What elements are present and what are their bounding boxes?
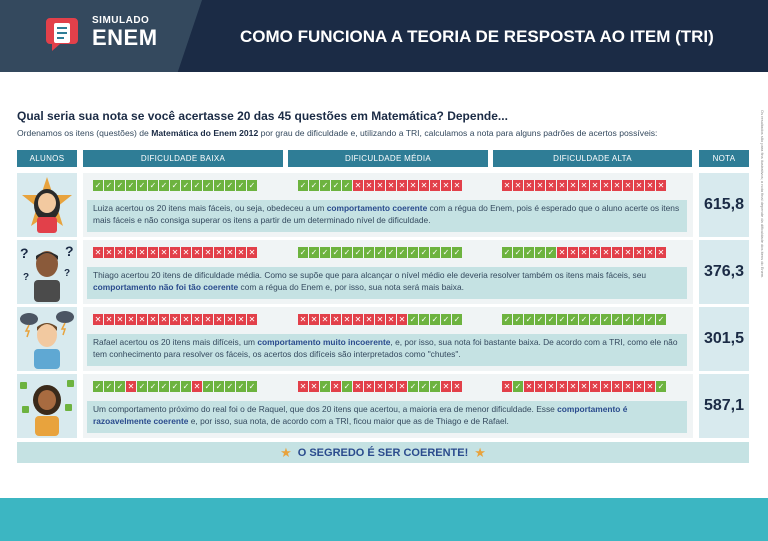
check-mark: ✓ bbox=[569, 315, 577, 324]
pattern-baixa bbox=[93, 314, 257, 326]
cross-mark: ✕ bbox=[420, 181, 428, 190]
cross-mark: ✕ bbox=[613, 181, 621, 190]
check-mark: ✓ bbox=[160, 181, 168, 190]
cross-mark: ✕ bbox=[321, 315, 329, 324]
cross-mark: ✕ bbox=[171, 315, 179, 324]
cross-mark: ✕ bbox=[116, 248, 124, 257]
cross-mark: ✕ bbox=[332, 382, 340, 391]
star-icon: ★ bbox=[474, 444, 486, 460]
cross-mark: ✕ bbox=[580, 382, 588, 391]
cross-mark: ✕ bbox=[431, 181, 439, 190]
desc-text-a: Rafael acertou os 20 itens mais difíceis, um bbox=[93, 337, 258, 347]
check-mark: ✓ bbox=[171, 181, 179, 190]
cross-mark: ✕ bbox=[376, 382, 384, 391]
pattern-media bbox=[298, 381, 462, 393]
cross-mark: ✕ bbox=[525, 382, 533, 391]
cross-mark: ✕ bbox=[365, 315, 373, 324]
cross-mark: ✕ bbox=[635, 382, 643, 391]
cross-mark: ✕ bbox=[569, 248, 577, 257]
brand-line2: ENEM bbox=[92, 25, 158, 50]
cross-mark: ✕ bbox=[226, 315, 234, 324]
cross-mark: ✕ bbox=[442, 181, 450, 190]
check-mark: ✓ bbox=[149, 382, 157, 391]
check-mark: ✓ bbox=[431, 248, 439, 257]
cross-mark: ✕ bbox=[299, 315, 307, 324]
cross-mark: ✕ bbox=[193, 248, 201, 257]
cross-mark: ✕ bbox=[602, 181, 610, 190]
desc-highlight: comportamento não foi tão coerente bbox=[93, 281, 239, 292]
cross-mark: ✕ bbox=[503, 382, 511, 391]
cross-mark: ✕ bbox=[365, 181, 373, 190]
check-mark: ✓ bbox=[215, 181, 223, 190]
cross-mark: ✕ bbox=[376, 181, 384, 190]
pattern-alta bbox=[502, 381, 666, 393]
student-description bbox=[87, 401, 687, 433]
check-mark: ✓ bbox=[409, 248, 417, 257]
cross-mark: ✕ bbox=[215, 315, 223, 324]
cross-mark: ✕ bbox=[365, 382, 373, 391]
check-mark: ✓ bbox=[248, 382, 256, 391]
brand-line1: SIMULADO bbox=[92, 15, 150, 26]
cross-mark: ✕ bbox=[558, 382, 566, 391]
girl-icon bbox=[17, 173, 77, 237]
check-mark: ✓ bbox=[365, 248, 373, 257]
check-mark: ✓ bbox=[94, 382, 102, 391]
check-mark: ✓ bbox=[310, 181, 318, 190]
cross-mark: ✕ bbox=[646, 181, 654, 190]
cross-mark: ✕ bbox=[387, 315, 395, 324]
check-mark: ✓ bbox=[525, 315, 533, 324]
check-mark: ✓ bbox=[420, 248, 428, 257]
cross-mark: ✕ bbox=[624, 382, 632, 391]
check-mark: ✓ bbox=[613, 315, 621, 324]
check-mark: ✓ bbox=[193, 181, 201, 190]
check-mark: ✓ bbox=[591, 315, 599, 324]
check-mark: ✓ bbox=[387, 248, 395, 257]
cross-mark: ✕ bbox=[354, 181, 362, 190]
check-mark: ✓ bbox=[453, 315, 461, 324]
confused-boy-icon bbox=[17, 240, 77, 304]
cross-mark: ✕ bbox=[138, 248, 146, 257]
check-mark: ✓ bbox=[536, 248, 544, 257]
check-mark: ✓ bbox=[376, 248, 384, 257]
svg-text:?: ? bbox=[64, 268, 71, 279]
stormy-boy-icon bbox=[17, 307, 77, 371]
pattern-media bbox=[298, 314, 462, 326]
check-mark: ✓ bbox=[149, 181, 157, 190]
desc-highlight: comportamento é razoavelmente coerente bbox=[93, 404, 628, 426]
pattern-alta bbox=[502, 247, 666, 259]
svg-text:?: ? bbox=[23, 272, 30, 283]
svg-text:?: ? bbox=[20, 245, 29, 261]
cross-mark: ✕ bbox=[569, 181, 577, 190]
check-mark: ✓ bbox=[332, 248, 340, 257]
cross-mark: ✕ bbox=[635, 181, 643, 190]
cross-mark: ✕ bbox=[591, 248, 599, 257]
cross-mark: ✕ bbox=[182, 248, 190, 257]
cross-mark: ✕ bbox=[613, 248, 621, 257]
header-bar bbox=[0, 0, 768, 72]
check-mark: ✓ bbox=[94, 181, 102, 190]
cross-mark: ✕ bbox=[105, 315, 113, 324]
check-mark: ✓ bbox=[204, 382, 212, 391]
check-mark: ✓ bbox=[160, 382, 168, 391]
check-mark: ✓ bbox=[453, 248, 461, 257]
check-mark: ✓ bbox=[171, 382, 179, 391]
check-mark: ✓ bbox=[624, 315, 632, 324]
cross-mark: ✕ bbox=[354, 315, 362, 324]
cross-mark: ✕ bbox=[193, 315, 201, 324]
cross-mark: ✕ bbox=[237, 248, 245, 257]
cross-mark: ✕ bbox=[387, 382, 395, 391]
check-mark: ✓ bbox=[420, 315, 428, 324]
check-mark: ✓ bbox=[116, 382, 124, 391]
check-mark: ✓ bbox=[558, 315, 566, 324]
check-mark: ✓ bbox=[503, 315, 511, 324]
cross-mark: ✕ bbox=[503, 181, 511, 190]
cross-mark: ✕ bbox=[127, 315, 135, 324]
cross-mark: ✕ bbox=[525, 181, 533, 190]
cross-mark: ✕ bbox=[657, 181, 665, 190]
check-mark: ✓ bbox=[310, 248, 318, 257]
cross-mark: ✕ bbox=[94, 315, 102, 324]
column-header-baixa: DIFICULDADE BAIXA bbox=[83, 150, 283, 167]
check-mark: ✓ bbox=[514, 382, 522, 391]
student-description bbox=[87, 200, 687, 232]
cross-mark: ✕ bbox=[591, 382, 599, 391]
cross-mark: ✕ bbox=[149, 315, 157, 324]
cross-mark: ✕ bbox=[398, 315, 406, 324]
check-mark: ✓ bbox=[420, 382, 428, 391]
cross-mark: ✕ bbox=[343, 315, 351, 324]
cross-mark: ✕ bbox=[299, 382, 307, 391]
check-mark: ✓ bbox=[127, 181, 135, 190]
desc-text-b: com a régua do Enem e, por isso, sua nota será mais baixa. bbox=[238, 281, 464, 292]
check-mark: ✓ bbox=[182, 181, 190, 190]
check-mark: ✓ bbox=[343, 181, 351, 190]
cross-mark: ✕ bbox=[387, 181, 395, 190]
score-value: 376,3 bbox=[699, 240, 749, 304]
cross-mark: ✕ bbox=[453, 382, 461, 391]
check-mark: ✓ bbox=[514, 315, 522, 324]
check-mark: ✓ bbox=[635, 315, 643, 324]
check-mark: ✓ bbox=[409, 315, 417, 324]
cross-mark: ✕ bbox=[536, 382, 544, 391]
footer-text: O SEGREDO É SER COERENTE! bbox=[297, 446, 469, 459]
footer-banner bbox=[17, 442, 749, 463]
subtitle-pre: Ordenamos os itens (questões) de bbox=[17, 128, 152, 138]
check-mark: ✓ bbox=[321, 181, 329, 190]
cross-mark: ✕ bbox=[160, 248, 168, 257]
desc-highlight: comportamento muito incoerente bbox=[257, 337, 391, 347]
cross-mark: ✕ bbox=[248, 315, 256, 324]
student-description bbox=[87, 334, 687, 366]
column-header-media: DIFICULDADE MÉDIA bbox=[288, 150, 488, 167]
pattern-media bbox=[298, 247, 462, 259]
cross-mark: ✕ bbox=[149, 248, 157, 257]
student-row-raquel bbox=[17, 374, 749, 438]
cross-mark: ✕ bbox=[591, 181, 599, 190]
desc-text-b: , e, por isso, sua nota foi bastante baixa. De acordo com a TRI, como ele não tem conhecimento para resolver os fáceis, os acertos dos difíceis são interpretados como "chutes". bbox=[93, 337, 678, 359]
cross-mark: ✕ bbox=[602, 248, 610, 257]
cross-mark: ✕ bbox=[398, 382, 406, 391]
cross-mark: ✕ bbox=[547, 181, 555, 190]
desc-text-a: Thiago acertou 20 itens de dificuldade média. Como se supõe que para alcançar o nível médio ele deveria resolver também os itens mais fáceis, seu bbox=[93, 270, 647, 280]
check-mark: ✓ bbox=[536, 315, 544, 324]
cross-mark: ✕ bbox=[624, 248, 632, 257]
cross-mark: ✕ bbox=[602, 382, 610, 391]
check-mark: ✓ bbox=[343, 382, 351, 391]
cross-mark: ✕ bbox=[398, 181, 406, 190]
cross-mark: ✕ bbox=[127, 382, 135, 391]
thumbs-up-girl-icon bbox=[17, 374, 77, 438]
column-header-alta: DIFICULDADE ALTA bbox=[493, 150, 692, 167]
check-mark: ✓ bbox=[321, 248, 329, 257]
check-mark: ✓ bbox=[547, 315, 555, 324]
check-mark: ✓ bbox=[442, 315, 450, 324]
pattern-baixa bbox=[93, 247, 257, 259]
cross-mark: ✕ bbox=[204, 315, 212, 324]
cross-mark: ✕ bbox=[310, 382, 318, 391]
subtitle bbox=[17, 128, 657, 138]
cross-mark: ✕ bbox=[442, 382, 450, 391]
check-mark: ✓ bbox=[657, 382, 665, 391]
cross-mark: ✕ bbox=[558, 248, 566, 257]
student-row-thiago bbox=[17, 240, 749, 304]
column-header-alunos: ALUNOS bbox=[17, 150, 77, 167]
cross-mark: ✕ bbox=[237, 315, 245, 324]
chat-logo-icon bbox=[44, 14, 84, 58]
cross-mark: ✕ bbox=[569, 382, 577, 391]
pattern-baixa bbox=[93, 180, 257, 192]
cross-mark: ✕ bbox=[376, 315, 384, 324]
cross-mark: ✕ bbox=[171, 248, 179, 257]
cross-mark: ✕ bbox=[182, 315, 190, 324]
check-mark: ✓ bbox=[580, 315, 588, 324]
cross-mark: ✕ bbox=[453, 181, 461, 190]
check-mark: ✓ bbox=[602, 315, 610, 324]
side-note: Os resultados são para fins ilustrativos; a nota final depende da dificuldade dos itens do Enem. bbox=[760, 110, 765, 279]
cross-mark: ✕ bbox=[558, 181, 566, 190]
check-mark: ✓ bbox=[431, 382, 439, 391]
check-mark: ✓ bbox=[248, 181, 256, 190]
check-mark: ✓ bbox=[105, 382, 113, 391]
cross-mark: ✕ bbox=[105, 248, 113, 257]
score-value: 615,8 bbox=[699, 173, 749, 237]
cross-mark: ✕ bbox=[613, 382, 621, 391]
check-mark: ✓ bbox=[215, 382, 223, 391]
cross-mark: ✕ bbox=[409, 181, 417, 190]
subtitle-bold: Matemática do Enem 2012 bbox=[151, 128, 259, 138]
score-value: 301,5 bbox=[699, 307, 749, 371]
pattern-baixa bbox=[93, 381, 257, 393]
student-row-luiza bbox=[17, 173, 749, 237]
check-mark: ✓ bbox=[116, 181, 124, 190]
check-mark: ✓ bbox=[514, 248, 522, 257]
cross-mark: ✕ bbox=[332, 315, 340, 324]
check-mark: ✓ bbox=[138, 382, 146, 391]
score-value: 587,1 bbox=[699, 374, 749, 438]
check-mark: ✓ bbox=[398, 248, 406, 257]
svg-text:?: ? bbox=[65, 243, 74, 259]
bottom-bar bbox=[0, 498, 768, 541]
check-mark: ✓ bbox=[547, 248, 555, 257]
desc-text-b: e, por isso, sua nota, de acordo com a TRI, ficou maior que as de Thiago e de Rafael. bbox=[188, 415, 509, 426]
check-mark: ✓ bbox=[431, 315, 439, 324]
check-mark: ✓ bbox=[237, 382, 245, 391]
column-header-nota: NOTA bbox=[699, 150, 749, 167]
subtitle-post: por grau de dificuldade e, utilizando a TRI, calculamos a nota para alguns padrões de acertos possíveis: bbox=[258, 128, 658, 138]
cross-mark: ✕ bbox=[226, 248, 234, 257]
check-mark: ✓ bbox=[409, 382, 417, 391]
pattern-media bbox=[298, 180, 462, 192]
cross-mark: ✕ bbox=[657, 248, 665, 257]
cross-mark: ✕ bbox=[580, 181, 588, 190]
cross-mark: ✕ bbox=[138, 315, 146, 324]
student-description bbox=[87, 267, 687, 299]
check-mark: ✓ bbox=[343, 248, 351, 257]
cross-mark: ✕ bbox=[646, 248, 654, 257]
desc-text-b: com a régua do Enem, pois é esperado que o aluno acerte os itens mais fáceis e não consiga superar os itens a partir de um determinado nível de dificuldade. bbox=[93, 203, 680, 225]
check-mark: ✓ bbox=[503, 248, 511, 257]
check-mark: ✓ bbox=[138, 181, 146, 190]
cross-mark: ✕ bbox=[204, 248, 212, 257]
desc-highlight: comportamento coerente bbox=[326, 203, 428, 213]
cross-mark: ✕ bbox=[514, 181, 522, 190]
cross-mark: ✕ bbox=[248, 248, 256, 257]
cross-mark: ✕ bbox=[94, 248, 102, 257]
check-mark: ✓ bbox=[332, 181, 340, 190]
check-mark: ✓ bbox=[657, 315, 665, 324]
check-mark: ✓ bbox=[226, 181, 234, 190]
cross-mark: ✕ bbox=[127, 248, 135, 257]
pattern-alta bbox=[502, 314, 666, 326]
check-mark: ✓ bbox=[646, 315, 654, 324]
cross-mark: ✕ bbox=[624, 181, 632, 190]
check-mark: ✓ bbox=[525, 248, 533, 257]
check-mark: ✓ bbox=[299, 181, 307, 190]
desc-text-a: Luiza acertou os 20 itens mais fáceis, ou seja, obedeceu a um bbox=[93, 203, 327, 213]
check-mark: ✓ bbox=[354, 248, 362, 257]
cross-mark: ✕ bbox=[193, 382, 201, 391]
cross-mark: ✕ bbox=[635, 248, 643, 257]
check-mark: ✓ bbox=[226, 382, 234, 391]
cross-mark: ✕ bbox=[160, 315, 168, 324]
check-mark: ✓ bbox=[105, 181, 113, 190]
check-mark: ✓ bbox=[442, 248, 450, 257]
check-mark: ✓ bbox=[204, 181, 212, 190]
cross-mark: ✕ bbox=[547, 382, 555, 391]
star-icon: ★ bbox=[280, 444, 292, 460]
cross-mark: ✕ bbox=[215, 248, 223, 257]
student-row-rafael bbox=[17, 307, 749, 371]
check-mark: ✓ bbox=[299, 248, 307, 257]
pattern-alta bbox=[502, 180, 666, 192]
cross-mark: ✕ bbox=[354, 382, 362, 391]
cross-mark: ✕ bbox=[116, 315, 124, 324]
check-mark: ✓ bbox=[321, 382, 329, 391]
desc-text-a: Um comportamento próximo do real foi o de Raquel, que dos 20 itens que acertou, a maioria era de menor dificuldade. Esse bbox=[93, 404, 558, 414]
cross-mark: ✕ bbox=[580, 248, 588, 257]
cross-mark: ✕ bbox=[310, 315, 318, 324]
check-mark: ✓ bbox=[237, 181, 245, 190]
question-heading: Qual seria sua nota se você acertasse 20 das 45 questões em Matemática? Depende... bbox=[17, 109, 508, 123]
page-title: COMO FUNCIONA A TEORIA DE RESPOSTA AO ITEM (TRI) bbox=[240, 27, 714, 46]
check-mark: ✓ bbox=[182, 382, 190, 391]
cross-mark: ✕ bbox=[536, 181, 544, 190]
cross-mark: ✕ bbox=[646, 382, 654, 391]
